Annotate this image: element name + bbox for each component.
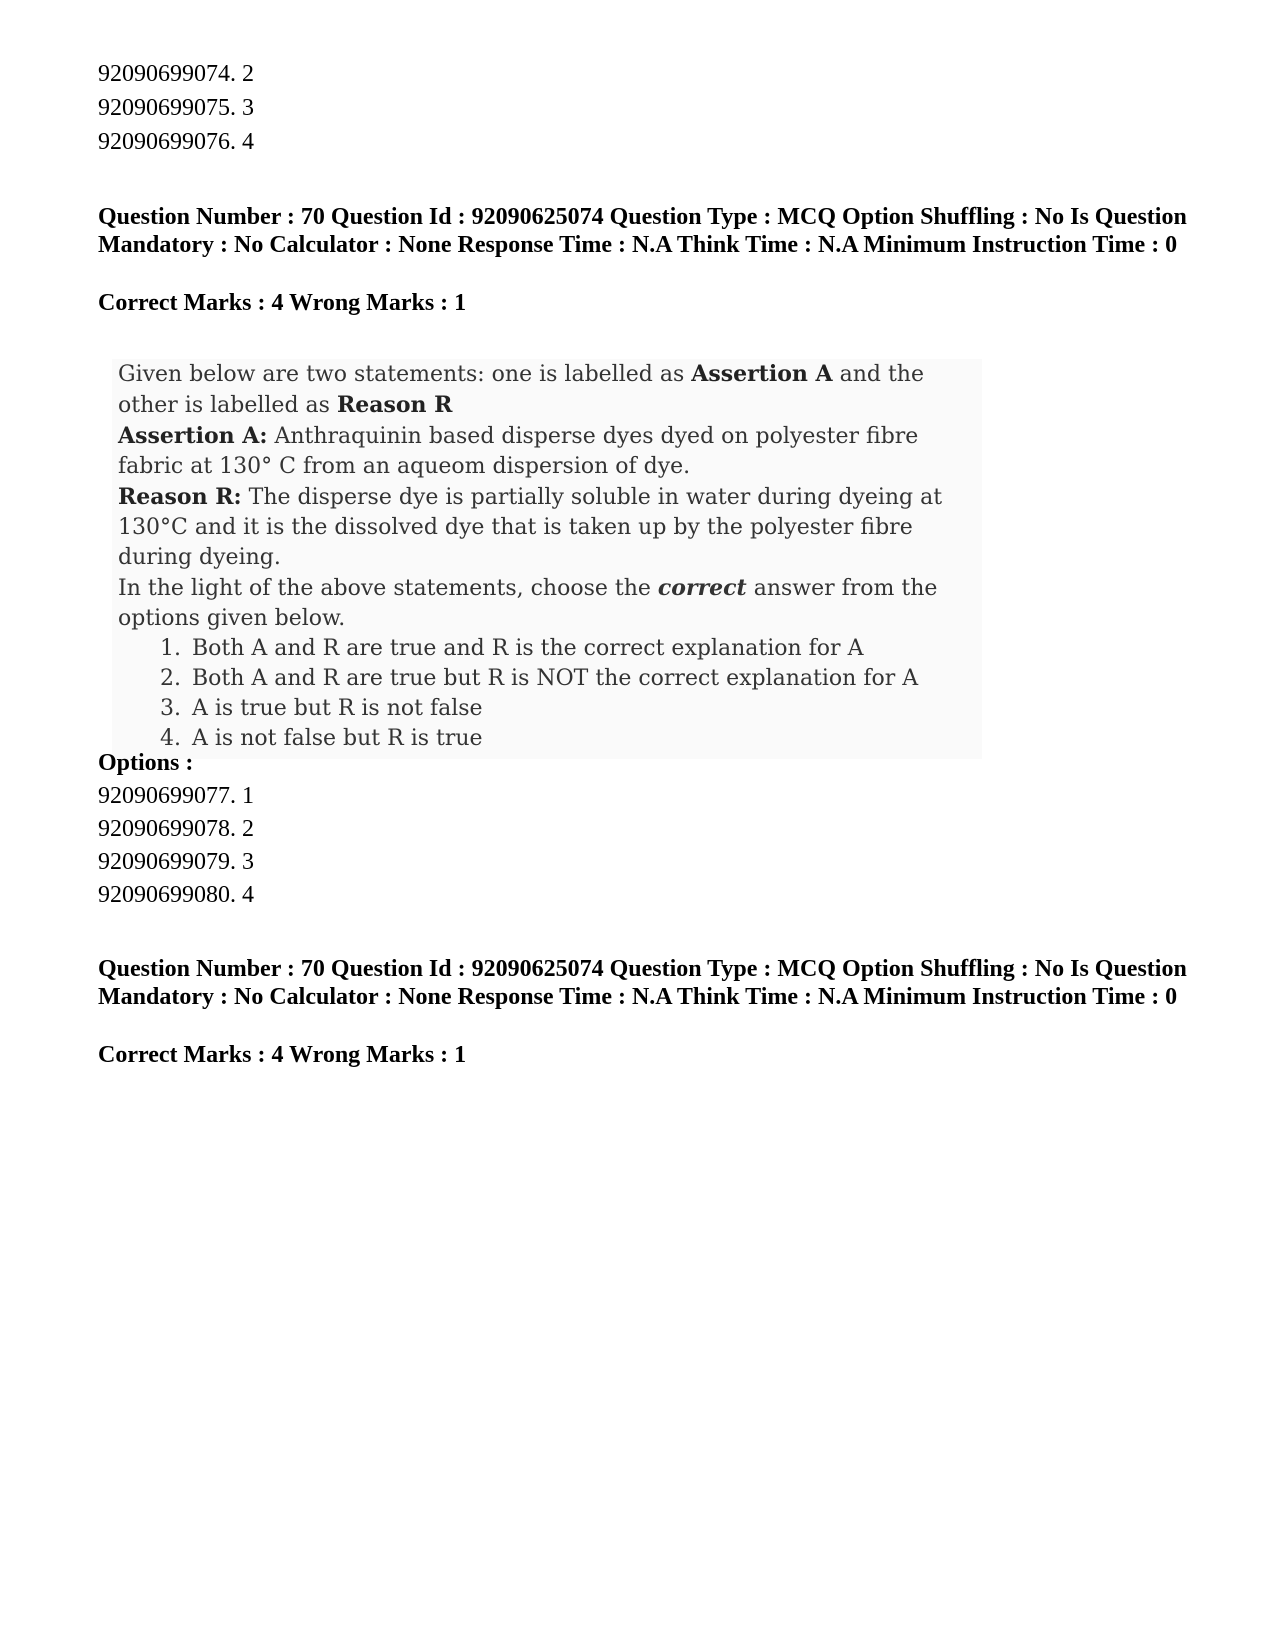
next-question-marks: Correct Marks : 4 Wrong Marks : 1: [98, 1042, 467, 1068]
question-intro: Given below are two statements: one is labelled as Assertion A and the other is labelled as Reason R: [118, 361, 924, 418]
next-question-header: Question Number : 70 Question Id : 92090625074 Question Type : MCQ Option Shuffling : No Is Question Mandatory : No Calculator : None Response Time : N.A Think Time : N.A Minimum Instruction Time : 0: [98, 956, 1187, 1010]
options-label: Options :: [98, 750, 194, 776]
answer-choices: [112, 634, 982, 754]
question-instruction: In the light of the above statements, choose the correct answer from the options given below.: [118, 575, 938, 631]
option-4: 92090699080. 4: [98, 882, 254, 908]
reason-statement: Reason R: The disperse dye is partially soluble in water during dyeing at 130°C and it is the dissolved dye that is taken up by the polyester fibre during dyeing.: [118, 484, 943, 570]
answer-choice-3: 3. A is true but R is not false: [188, 694, 982, 724]
question-marks: Correct Marks : 4 Wrong Marks : 1: [98, 290, 467, 316]
question-image: [112, 359, 982, 759]
assertion-statement: Assertion A: Anthraquinin based disperse dyes dyed on polyester fibre fabric at 130° C from an aqueom dispersion of dye.: [118, 423, 919, 479]
reason-r-label: Reason R: [336, 392, 453, 418]
previous-option-3: 92090699076. 4: [98, 129, 254, 155]
assertion-a-label: Assertion A: [691, 361, 833, 387]
option-2: 92090699078. 2: [98, 816, 254, 842]
answer-choice-4: 4. A is not false but R is true: [188, 724, 982, 754]
answer-choice-1: 1. Both A and R are true and R is the correct explanation for A: [188, 634, 982, 664]
question-header: Question Number : 70 Question Id : 92090625074 Question Type : MCQ Option Shuffling : No Is Question Mandatory : No Calculator : None Response Time : N.A Think Time : N.A Minimum Instruction Time : 0: [98, 204, 1187, 258]
option-3: 92090699079. 3: [98, 849, 254, 875]
previous-option-2: 92090699075. 3: [98, 95, 254, 121]
answer-choice-2: 2. Both A and R are true but R is NOT the correct explanation for A: [188, 664, 982, 694]
option-1: 92090699077. 1: [98, 783, 254, 809]
previous-option-1: 92090699074. 2: [98, 61, 254, 87]
